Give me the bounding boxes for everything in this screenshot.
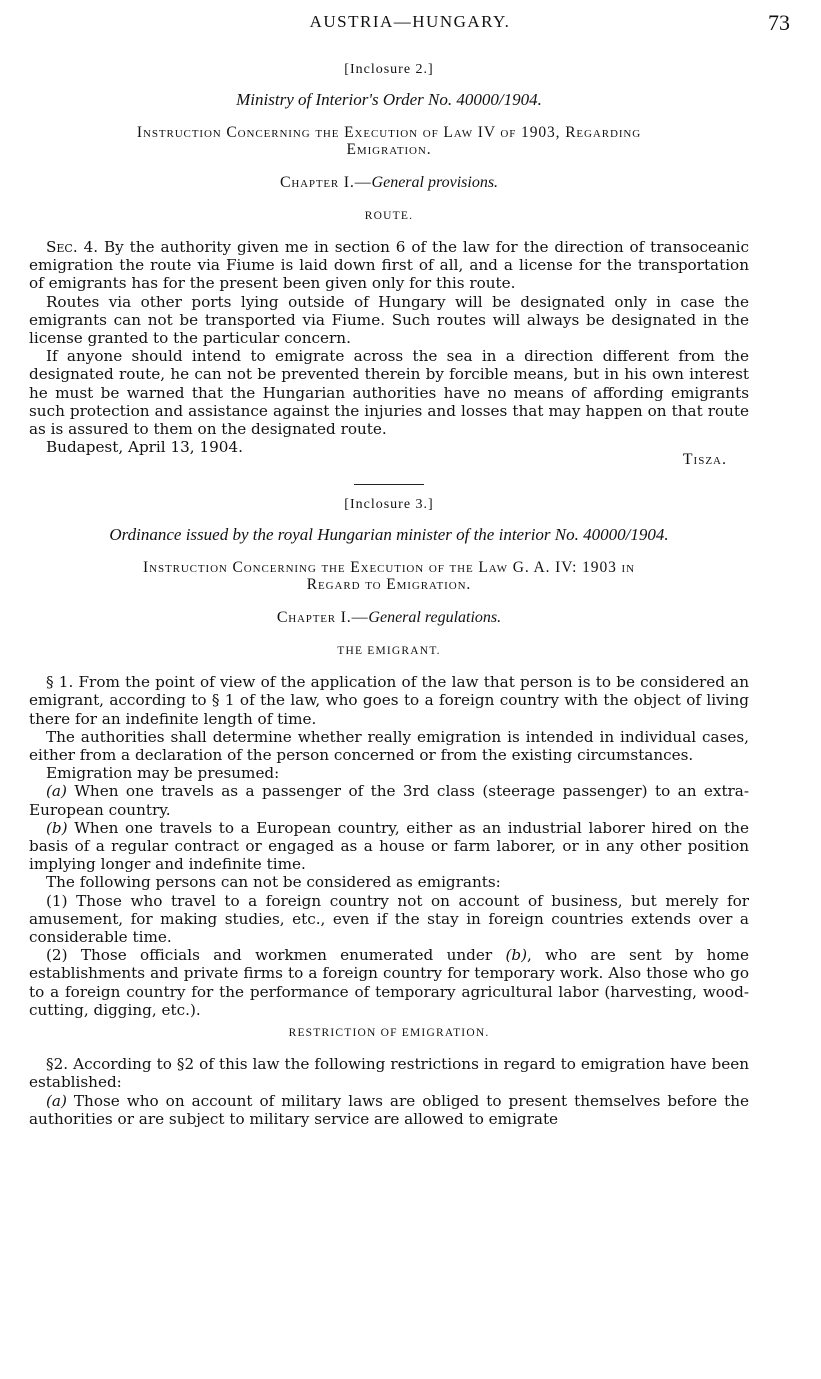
paragraph-item-2 (29, 946, 749, 1019)
paragraph-authorities: The authorities shall determine whether really emigration is intended in individual cases, either from a declaration of the person concerned or from the existing circumstances. (29, 727, 749, 765)
section-heading-route: ROUTE. (364, 210, 414, 222)
paragraph-not-emigrants: The following persons can not be considered as emigrants: (46, 873, 501, 892)
inclosure-2-order-title: Ministry of Interior's Order No. 40000/1904. (236, 90, 542, 109)
instruction-title-line-2: Emigration. (346, 141, 432, 158)
item-reference: (b) (505, 946, 528, 965)
paragraph-item-b (29, 819, 749, 874)
paragraph-section-2: §2. According to §2 of this law the following restrictions in regard to emigration have been established: (29, 1055, 749, 1092)
paragraph-text: By the authority given me in section 6 of the law for the direction of transoceanic emigration the route via Fiume is laid down first of all, and a license for the transportation of emigrants has for the present been given only for this route. (29, 238, 750, 293)
item-text-rest: , who are sent by home establishments and private firms to a foreign country for temporary work. Also those who go to a foreign country for the performance of temporary agricultural labor (harvesting, wood-cutting, digging, etc.). (29, 946, 749, 1019)
inclosure-2-chapter-heading (29, 174, 749, 192)
running-title: AUSTRIA—HUNGARY. (309, 12, 511, 31)
dateline: Budapest, April 13, 1904. (46, 438, 243, 457)
inclosure-3-label: [Inclosure 3.] (344, 497, 434, 513)
page-header (30, 10, 790, 40)
section-label: Sec. 4. (46, 238, 99, 256)
instruction-title-line-1: Instruction Concerning the Execution of Law IV of 1903, Regarding (136, 124, 642, 141)
signature: Tisza. (682, 451, 727, 469)
page-content (29, 52, 749, 1128)
paragraph-sec-4 (29, 238, 749, 293)
paragraph-item-a (29, 782, 749, 818)
chapter-title: General provisions. (371, 174, 499, 191)
paragraph-presumed: Emigration may be presumed: (46, 764, 280, 783)
paragraph-restriction-a (29, 1092, 749, 1128)
chapter-label: Chapter I.— (276, 609, 369, 627)
item-label: (a) (46, 1091, 67, 1110)
item-text: When one travels to a European country, either as an industrial laborer hired on the basis of a regular contract or engaged as a house or farm laborer, or in any other position implying longer and indefinite time. (29, 818, 750, 874)
section-heading-emigrant: THE EMIGRANT. (337, 645, 441, 658)
item-text: When one travels as a passenger of the 3rd class (steerage passenger) to an extra-European country. (29, 782, 749, 819)
inclosure-3-instruction-title (29, 559, 749, 593)
chapter-label: Chapter I.— (279, 174, 372, 191)
paragraph-section-1: § 1. From the point of view of the application of the law that person is to be considered an emigrant, according to § 1 of the law, who goes to a foreign country with the object of living there for an indefinite length of time. (29, 673, 749, 728)
inclosure-3-order-title: Ordinance issued by the royal Hungarian minister of the interior No. 40000/1904. (109, 525, 669, 545)
item-label: (b) (46, 818, 68, 837)
inclosure-3-chapter-heading (29, 609, 749, 627)
dateline-signature-row (29, 438, 749, 478)
paragraph-routes: Routes via other ports lying outside of Hungary will be designated only in case the emigrants can not be transported via Fiume. Such routes will always be designated in the license granted to the particular concern. (29, 292, 749, 348)
inclosure-2-label: [Inclosure 2.] (344, 62, 434, 77)
item-text: Those who on account of military laws are obliged to present themselves before the authorities or are subject to military service are allowed to emigrate (29, 1091, 750, 1128)
instruction-title-line-2: Regard to Emigration. (306, 576, 472, 594)
item-label: (a) (46, 782, 67, 801)
item-text-start: (2) Those officials and workmen enumerated under (46, 946, 493, 965)
chapter-title: General regulations. (368, 609, 502, 627)
inclosure-2-instruction-title (29, 124, 749, 158)
section-heading-restriction: RESTRICTION OF EMIGRATION. (288, 1027, 490, 1040)
page-number: 73 (768, 10, 790, 35)
paragraph-item-1: (1) Those who travel to a foreign country not on account of business, but merely for amusement, for making studies, etc., even if the stay in foreign countries extends over a considerable time. (29, 891, 749, 947)
paragraph-warning: If anyone should intend to emigrate across the sea in a direction different from the designated route, he can not be prevented therein by forcible means, but in his own interest he must be warned that the Hungarian authorities have no means of affording emigrants such protection and assistance against the injuries and losses that may happen on that route as is assured to them on the designated route. (29, 347, 749, 439)
instruction-title-line-1: Instruction Concerning the Execution of the Law G. A. IV: 1903 in (143, 559, 635, 577)
section-divider (354, 484, 424, 485)
